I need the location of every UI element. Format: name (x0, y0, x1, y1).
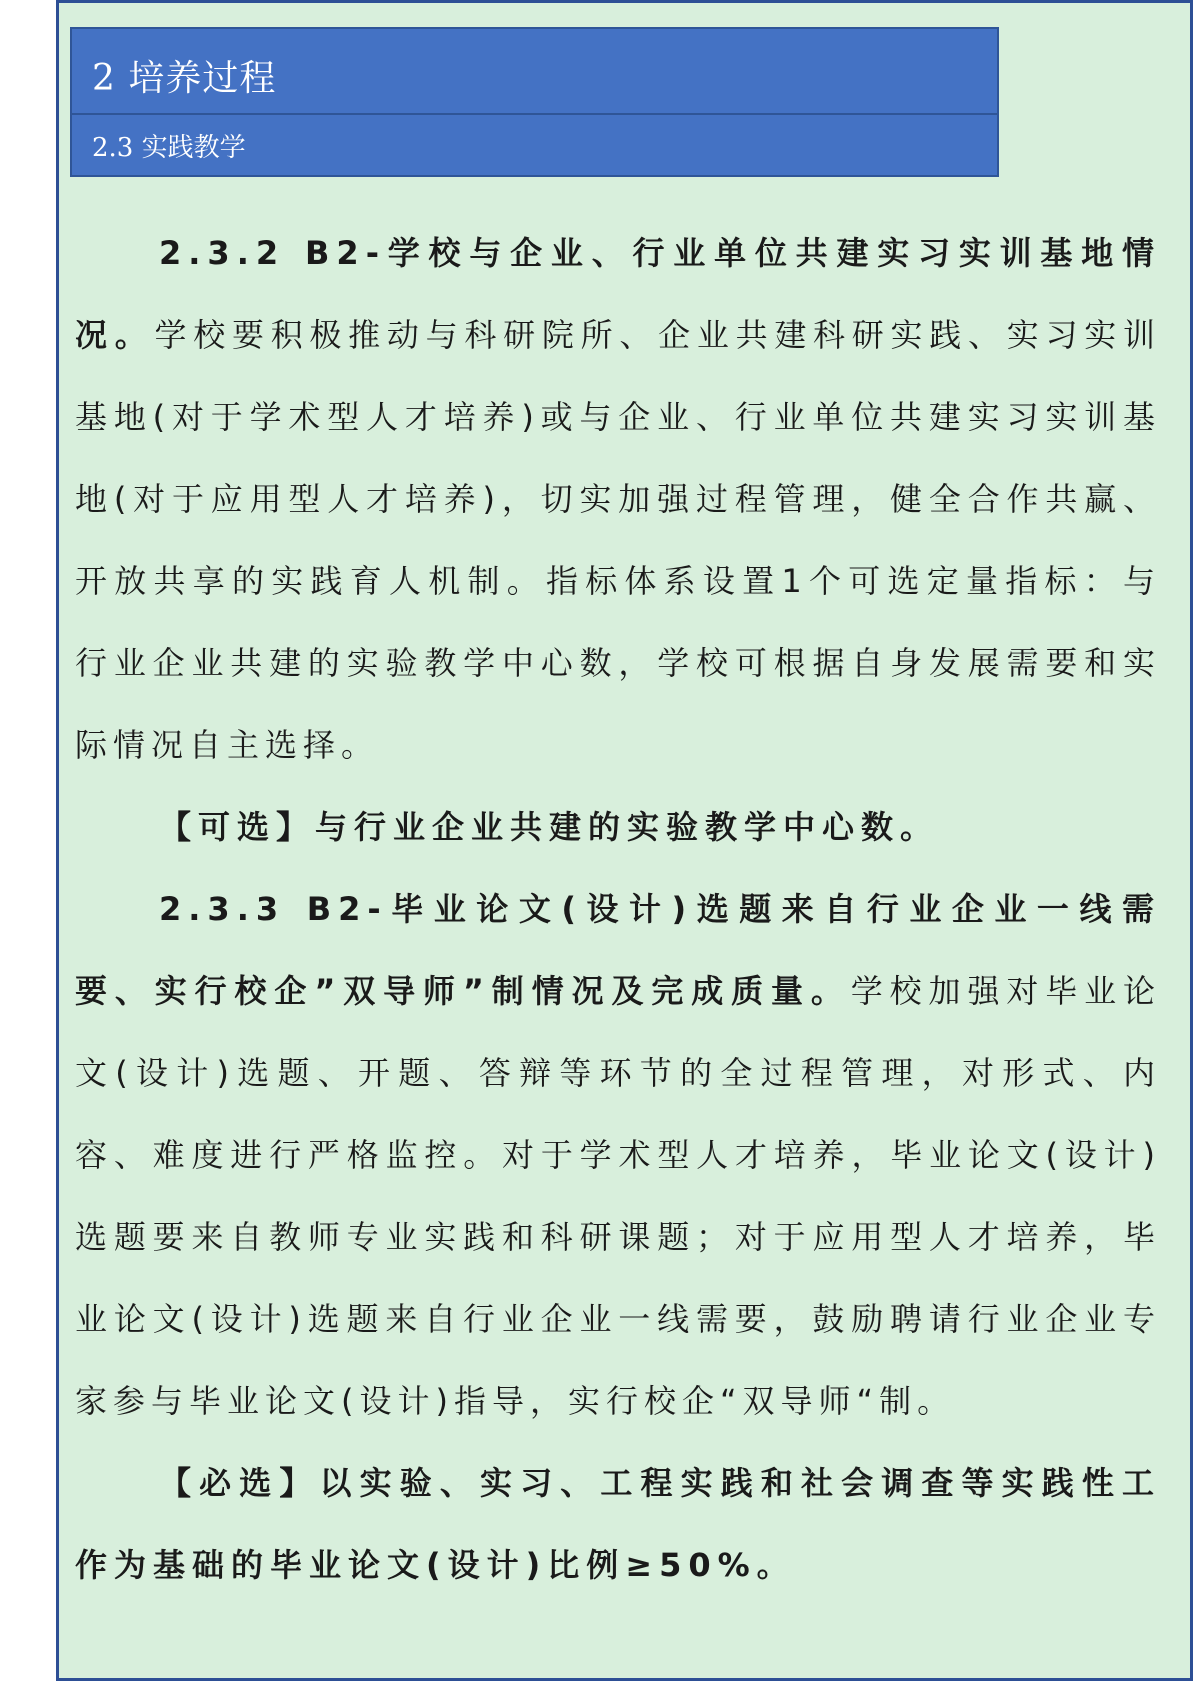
paragraph-2-3-2 (75, 212, 1161, 786)
body-2-3-3: 学校加强对毕业论文(设计)选题、开题、答辩等环节的全过程管理，对形式、内容、难度进行严格监控。对于学术型人才培养，毕业论文(设计)选题要来自教师专业实践和科研课题；对于应用型人才培养，毕业论文(设计)选题来自行业企业一线需要，鼓励聘请行业企业专家参与毕业论文(设计)指导，实行校企“双导师“制。 (75, 972, 1161, 1420)
indicator-required: 【必选】以实验、实习、工程实践和社会调查等实践性工作为基础的毕业论文(设计)比例≥50%。 (75, 1464, 1161, 1584)
section-subtitle: 2.3 实践教学 (92, 133, 246, 163)
indicator-optional: 【可选】与行业企业共建的实验教学中心数。 (159, 808, 940, 846)
heading-2-3-3: 2.3.3 B2-毕业论文(设计)选题来自行业企业一线需要、实行校企”双导师”制情况及完成质量。 (75, 890, 1161, 1010)
body-2-3-2: 学校要积极推动与科研院所、企业共建科研实践、实习实训基地(对于学术型人才培养)或与企业、行业单位共建实习实训基地(对于应用型人才培养)，切实加强过程管理，健全合作共赢、开放共享的实践育人机制。指标体系设置1个可选定量指标：与行业企业共建的实验教学中心数，学校可根据自身发展需要和实际情况自主选择。 (75, 316, 1161, 764)
document-body (75, 212, 1161, 1606)
chapter-title: 2 培养过程 (72, 29, 997, 115)
section-header (70, 27, 999, 177)
paragraph-2-3-3 (75, 868, 1161, 1442)
heading-2-3-2: 2.3.2 B2-学校与企业、行业单位共建实习实训基地情况。 (75, 234, 1161, 354)
